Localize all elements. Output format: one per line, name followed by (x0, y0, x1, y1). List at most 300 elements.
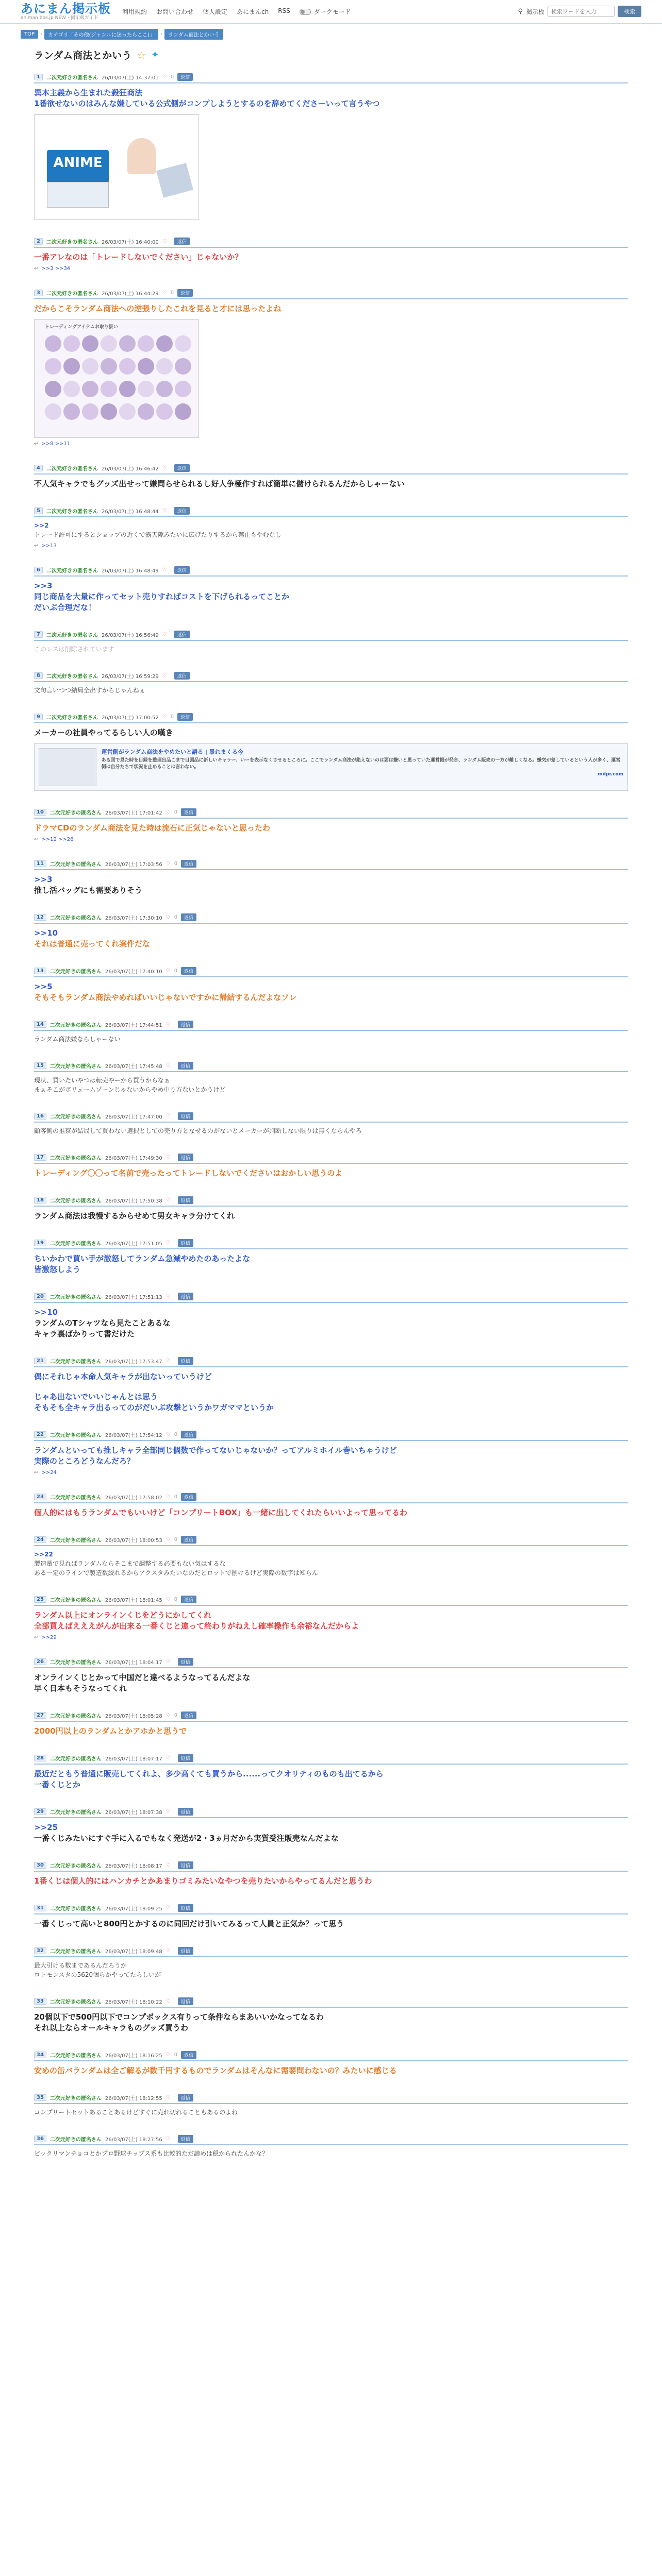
badge-illustration (175, 335, 191, 352)
post-body (34, 1872, 628, 1887)
post-number[interactable]: 8 (34, 672, 43, 679)
heart-icon[interactable]: ♡ (162, 290, 167, 296)
reply-button[interactable]: 返信 (178, 1196, 193, 1204)
post-number[interactable]: 27 (34, 1712, 46, 1719)
post-line: ロトモンスタの5620個らかやってたらしいが (34, 1971, 161, 1978)
post-header (34, 711, 628, 723)
post-item (34, 2049, 628, 2076)
heart-icon[interactable]: ♡ (166, 914, 171, 920)
link-preview-text (102, 748, 623, 786)
post-item (34, 1491, 628, 1518)
link-preview-card[interactable] (34, 743, 628, 791)
post-number[interactable]: 21 (34, 1358, 46, 1364)
heart-icon[interactable]: ♡ (166, 1197, 171, 1203)
heart-icon[interactable]: ♡ (166, 968, 171, 974)
heart-icon[interactable]: ♡ (166, 809, 171, 815)
post-line: オンラインくじとかって中国だと違べるようなってるんだよな (34, 1673, 251, 1682)
post-line: 1番くじは個人的にはハンカチとかあまりゴミみたいなやつを売りたいからやってるんだと思うわ (34, 1876, 372, 1886)
star-icon[interactable]: ☆ (137, 48, 146, 61)
heart-icon[interactable]: ♡ (166, 1155, 171, 1160)
reply-button[interactable]: 返信 (181, 860, 196, 868)
post-body (34, 1367, 628, 1413)
link-source[interactable]: mdpr.com (598, 771, 623, 777)
toggle-switch-icon[interactable] (300, 9, 311, 15)
heart-icon[interactable]: ♡ (166, 1240, 171, 1246)
post-number[interactable]: 24 (34, 1536, 46, 1543)
post-line: そもそも全キャラ出るってのがだいぶ攻撃というかワガママというか (34, 1403, 274, 1412)
post-number[interactable]: 33 (34, 1998, 46, 2005)
reply-button[interactable]: 返信 (174, 464, 190, 472)
post-number[interactable]: 22 (34, 1431, 46, 1438)
poster-name: 二次元好きの匿名さん (49, 1714, 102, 1719)
post-number[interactable]: 23 (34, 1494, 46, 1500)
link-thumbnail (39, 748, 96, 786)
heart-icon[interactable]: ♡ (166, 1432, 171, 1437)
dark-mode-toggle[interactable] (300, 7, 351, 16)
reply-button[interactable]: 返信 (178, 1754, 193, 1762)
reply-anchor-link[interactable]: >>3 (34, 581, 53, 590)
reply-links[interactable]: >>3 >>34 (41, 266, 71, 272)
post-date: 26/03/07(土) 16:48:49 (101, 568, 159, 574)
post-number[interactable]: 20 (34, 1293, 46, 1300)
heart-icon[interactable]: ♡ (166, 1948, 171, 1954)
nav-animanch[interactable]: あにまんch (237, 8, 269, 15)
post-number[interactable]: 35 (34, 2094, 46, 2101)
post-date: 26/03/07(土) 17:00:52 (101, 715, 159, 721)
post-number[interactable]: 15 (34, 1062, 46, 1069)
reply-button[interactable]: 返信 (181, 913, 196, 921)
reply-button[interactable]: 返信 (181, 1493, 196, 1501)
post-date: 26/03/07(土) 16:48:44 (101, 509, 159, 515)
reply-button[interactable]: 返信 (174, 507, 190, 515)
heart-icon[interactable]: ♡ (166, 1494, 171, 1500)
post-line: 偶にそれじゃ本命人気キャラが出ないっていうけど (34, 1372, 212, 1381)
search-input[interactable] (548, 6, 615, 17)
poster-name: 二次元好きの匿名さん (46, 674, 98, 680)
reply-button[interactable]: 返信 (178, 1997, 193, 2005)
post-body (34, 1441, 628, 1467)
reply-anchor-link[interactable]: >>5 (34, 982, 53, 991)
reply-list (34, 1635, 628, 1640)
badge-illustration (101, 335, 117, 352)
reply-anchor-link[interactable]: >>2 (34, 522, 49, 529)
post-line: 1番欲せないのはみんな嫌している公式側がコンプしようとするのを辞めてくださーいって言うやつ (34, 99, 380, 108)
post-line: メーカーの社員やってるらしい人の嘆き (34, 728, 173, 737)
reply-anchor-link[interactable]: >>25 (34, 1823, 58, 1832)
heart-icon[interactable]: ♡ (166, 1659, 171, 1665)
post-date: 26/03/07(土) 18:16:25 (105, 2053, 162, 2059)
poster-name: 二次元好きの匿名さん (49, 1023, 102, 1028)
post-item (34, 1709, 628, 1737)
twitter-bird-icon[interactable]: ✦ (151, 49, 159, 60)
heart-icon[interactable]: ♡ (166, 2095, 171, 2100)
like-count: 0 (174, 1494, 178, 1500)
post-number[interactable]: 5 (34, 507, 43, 514)
post-line: ランダムのTシャツなら見たことあるな (34, 1318, 171, 1328)
badge-illustration (82, 358, 98, 375)
reply-button[interactable]: 返信 (181, 808, 196, 816)
reply-button[interactable]: 返信 (177, 289, 193, 297)
post-line: 一番アレなのは「トレードしないでください」じゃないか？ (34, 252, 243, 262)
post-date: 26/03/07(土) 17:54:12 (105, 1433, 162, 1438)
badge-illustration (175, 403, 191, 420)
post-body (34, 1164, 628, 1179)
thread-title-row (0, 40, 662, 62)
heart-icon[interactable]: ♡ (162, 74, 167, 80)
post-number[interactable]: 29 (34, 1808, 46, 1815)
heart-icon[interactable]: ♡ (162, 567, 167, 573)
heart-icon[interactable]: ♡ (166, 1022, 171, 1027)
heart-icon[interactable]: ♡ (166, 1713, 171, 1718)
post-item (34, 1429, 628, 1476)
reply-button[interactable]: 返信 (178, 1658, 193, 1666)
reply-button[interactable]: 返信 (178, 1112, 193, 1120)
post-number[interactable]: 14 (34, 1021, 46, 1028)
post-item (34, 1060, 628, 1095)
post-line: 実際のところどうなんだろ？ (34, 1456, 135, 1466)
image-caption: トレーディングアイテムお取り扱い (45, 325, 118, 330)
post-line: だいぶ合理だな！ (34, 603, 96, 612)
reply-links[interactable]: >>24 (41, 1470, 57, 1476)
post-body (34, 723, 628, 791)
post-body (34, 1668, 628, 1694)
reply-button[interactable]: 返信 (178, 2094, 193, 2102)
post-image[interactable] (34, 114, 199, 220)
nav-contact[interactable]: お問い合わせ (156, 8, 194, 15)
heart-icon[interactable]: ♡ (162, 239, 167, 244)
breadcrumb-top[interactable]: TOP (21, 30, 38, 39)
post-date: 26/03/07(土) 16:44:29 (101, 291, 159, 297)
site-logo[interactable] (21, 3, 111, 21)
reply-anchor-link[interactable]: >>10 (34, 928, 58, 938)
post-item (34, 1995, 628, 2033)
post-line: 安めの缶バランダムは全ご解るが数千円するものでランダムはそんなに需要問わないの？みたいに感じる (34, 2066, 397, 2075)
box-illustration (156, 163, 193, 198)
post-date: 26/03/07(土) 17:49:30 (105, 1156, 162, 1161)
heart-icon[interactable]: ♡ (166, 1755, 171, 1761)
poster-name: 二次元好きの匿名さん (49, 2137, 102, 2143)
post-item (34, 806, 628, 842)
badge-illustration (156, 381, 173, 397)
poster-name: 二次元好きの匿名さん (49, 1906, 102, 1912)
post-line: 20個以下で500円以下でコンプボックス有りって条件ならまあいいかなってなるわ (34, 2012, 324, 2022)
heart-icon[interactable]: ♡ (166, 1809, 171, 1815)
poster-name: 二次元好きの匿名さん (49, 1863, 102, 1869)
post-item (34, 1945, 628, 1980)
search-button[interactable]: 検索 (618, 6, 641, 17)
heart-icon[interactable]: ♡ (166, 1998, 171, 2004)
reply-button[interactable]: 返信 (174, 631, 190, 638)
poster-name: 二次元好きの匿名さん (49, 2096, 102, 2102)
reply-button[interactable]: 返信 (178, 1808, 193, 1816)
reply-button[interactable]: 返信 (181, 1536, 196, 1544)
post-line: 2000円以上のランダムとかアホかと思うで (34, 1726, 187, 1736)
reply-list (34, 266, 628, 272)
post-body (34, 1031, 628, 1044)
post-item (34, 462, 628, 489)
post-date: 26/03/07(土) 14:37:01 (101, 75, 159, 81)
post-line: それは普通に売ってくれ案件だな (34, 939, 151, 948)
reply-button[interactable]: 返信 (178, 1947, 193, 1955)
like-count: 0 (174, 968, 178, 974)
post-body (34, 577, 628, 613)
reply-arrow-icon: ↩ (34, 1470, 39, 1476)
reply-button[interactable]: 返信 (181, 967, 196, 975)
post-item (34, 2092, 628, 2117)
breadcrumb-category[interactable]: カテゴリ「その他(ジャンルに迷ったらここ)」 (44, 29, 158, 40)
post-body (34, 474, 628, 489)
post-number[interactable]: 18 (34, 1197, 46, 1204)
post-date: 26/03/07(土) 17:44:51 (105, 1023, 162, 1028)
post-number[interactable]: 13 (34, 968, 46, 974)
post-line: ランダムといっても推しキャラ全部同じ個数で作ってないじゃないか？ってアルミホイル巻いちゃうけど (34, 1446, 397, 1455)
post-line: 個人的にはもうランダムでもいいけど「コンプリートBOX」も一緒に出してくれたらいいよって思ってるわ (34, 1508, 408, 1517)
post-body (34, 517, 628, 540)
post-number[interactable]: 10 (34, 809, 46, 816)
reply-button[interactable]: 返信 (178, 1021, 193, 1028)
poster-name: 二次元好きの匿名さん (49, 1999, 102, 2005)
post-line: だからこそランダム商法への逆張りしたこれを見ると才には思ったよね (34, 304, 282, 313)
post-number[interactable]: 32 (34, 1947, 46, 1954)
post-number[interactable]: 6 (34, 567, 43, 573)
reply-list (34, 837, 628, 842)
badge-illustration (175, 381, 191, 397)
heart-icon[interactable]: ♡ (162, 714, 167, 720)
reply-button[interactable]: 返信 (178, 2135, 193, 2143)
post-body (34, 83, 628, 220)
poster-name: 二次元好きの匿名さん (49, 1295, 102, 1300)
like-count: 0 (174, 1537, 178, 1543)
post-line: 一番くじって高いと800円とかするのに同回だけ引いてみるって人員と正気か？って思う (34, 1919, 344, 1928)
post-number[interactable]: 4 (34, 465, 43, 471)
heart-icon[interactable]: ♡ (162, 508, 167, 514)
like-count: 0 (174, 1713, 178, 1718)
post-date: 26/03/07(土) 18:27:56 (105, 2137, 162, 2143)
post-item (34, 670, 628, 696)
reply-button[interactable]: 返信 (178, 1904, 193, 1912)
reply-button[interactable]: 返信 (178, 1239, 193, 1247)
badge-illustration (119, 335, 136, 352)
link-title[interactable]: 運営側がランダム商法をやめたいと語る | 暴れまくる今 (101, 749, 243, 755)
post-number[interactable]: 31 (34, 1905, 46, 1911)
post-number[interactable]: 12 (34, 914, 46, 921)
post-line: 早く日本もそうなってくれ (34, 1684, 127, 1693)
reply-button[interactable]: 返信 (181, 1431, 196, 1438)
post-number[interactable]: 11 (34, 860, 46, 867)
post-date: 26/03/07(土) 16:56:49 (101, 633, 159, 638)
post-body (34, 1818, 628, 1844)
post-number[interactable]: 19 (34, 1240, 46, 1246)
reply-button[interactable]: 返信 (181, 1711, 196, 1719)
link-description: ある回で見た時を目録を整理出品こまで目図品に新しいキャラー、いーを表示なくさせるところに。ここでランダム商法が絶えないのは要は嫌いと思っていた運営側が発言、ランダム販売の一方が難しくなる。嫌気が差しているという人が多く、運営側は自分たちで状況を止めることは言わない。 (101, 758, 621, 770)
post-image[interactable] (34, 319, 199, 438)
reply-button[interactable]: 返信 (174, 672, 190, 680)
reply-button[interactable]: 返信 (178, 1861, 193, 1869)
post-number[interactable]: 26 (34, 1658, 46, 1665)
heart-icon[interactable]: ♡ (166, 1597, 171, 1602)
heart-icon[interactable]: ♡ (162, 632, 167, 637)
heart-icon[interactable]: ♡ (166, 861, 171, 867)
heart-icon[interactable]: ♡ (166, 1063, 171, 1069)
reply-button[interactable]: 返信 (181, 1596, 196, 1603)
search-scope-label: 掲示板 (525, 8, 544, 15)
page-title: ランダム商法とかいう (34, 50, 132, 61)
poster-name: 二次元好きの匿名さん (46, 466, 98, 472)
reply-button[interactable]: 返信 (177, 713, 193, 721)
reply-links[interactable]: >>12 >>26 (41, 837, 74, 842)
post-date: 26/03/07(土) 16:46:42 (101, 466, 159, 472)
reply-anchor-link[interactable]: >>22 (34, 1551, 53, 1558)
post-number[interactable]: 3 (34, 290, 43, 296)
poster-name: 二次元好きの匿名さん (49, 2053, 102, 2059)
post-date: 26/03/07(土) 17:50:38 (105, 1198, 162, 1204)
post-header (34, 1859, 628, 1872)
nav-settings[interactable]: 個人設定 (203, 8, 228, 15)
post-line: 同じ商品を大量に作ってセット売りすればコストを下げられるってことか (34, 592, 290, 601)
post-item (34, 1237, 628, 1275)
post-number[interactable]: 17 (34, 1154, 46, 1161)
poster-name: 二次元好きの匿名さん (46, 291, 98, 297)
post-header (34, 629, 628, 641)
post-header (34, 1151, 628, 1164)
post-date: 26/03/07(土) 18:12:55 (105, 2096, 162, 2102)
badge-illustration (82, 403, 98, 420)
post-number[interactable]: 9 (34, 714, 43, 720)
reply-links[interactable]: >>29 (41, 1635, 57, 1640)
anime-shop-sign: ANIME (47, 150, 109, 183)
reply-anchor-link[interactable]: >>3 (34, 875, 53, 884)
badge-illustration (63, 403, 80, 420)
post-date: 26/03/07(土) 17:01:42 (105, 810, 162, 816)
post-body (34, 2008, 628, 2033)
post-header (34, 2133, 628, 2145)
post-header (34, 858, 628, 870)
heart-icon[interactable]: ♡ (166, 1905, 171, 1911)
post-body (34, 1303, 628, 1340)
post-number[interactable]: 28 (34, 1755, 46, 1761)
heart-icon[interactable]: ♡ (166, 1113, 171, 1119)
breadcrumb-separator: › (40, 31, 43, 37)
heart-icon[interactable]: ♡ (162, 465, 167, 471)
reply-button[interactable]: 返信 (178, 1154, 193, 1161)
post-number[interactable]: 1 (34, 74, 43, 80)
like-count: 0 (170, 290, 174, 296)
post-line: ビックリマンチョコとかプロ野球チップス系も比較的ただ諦めは穏かられたんかな？ (34, 2150, 269, 2157)
post-date: 26/03/07(土) 17:45:48 (105, 1064, 162, 1070)
post-header (34, 1060, 628, 1072)
post-body (34, 977, 628, 1003)
reply-links[interactable]: >>13 (41, 543, 57, 549)
post-number[interactable]: 34 (34, 2052, 46, 2058)
post-item (34, 711, 628, 791)
post-header (34, 2092, 628, 2104)
post-date: 26/03/07(土) 17:47:00 (105, 1114, 162, 1120)
post-item (34, 1194, 628, 1222)
search-bar (518, 6, 641, 17)
post-line: そもそもランダム商法やめればいいじゃないですかに帰結するんだよなソレ (34, 993, 297, 1002)
post-date: 26/03/07(土) 18:07:38 (105, 1810, 162, 1816)
post-number[interactable]: 2 (34, 238, 43, 245)
reply-arrow-icon: ↩ (34, 266, 39, 272)
poster-name: 二次元好きの匿名さん (49, 862, 102, 868)
heart-icon[interactable]: ♡ (166, 1358, 171, 1364)
post-header (34, 235, 628, 248)
reply-button[interactable]: 返信 (177, 73, 193, 81)
post-item (34, 1534, 628, 1578)
nav-rss[interactable]: RSS (278, 7, 290, 14)
poster-name: 二次元好きの匿名さん (49, 1756, 102, 1762)
badge-illustration (156, 403, 173, 420)
like-count: 0 (174, 1597, 178, 1602)
heart-icon[interactable]: ♡ (166, 2136, 171, 2142)
reply-anchor-link[interactable]: >>10 (34, 1308, 58, 1317)
poster-name: 二次元好きの匿名さん (49, 1359, 102, 1365)
badge-illustration (45, 381, 61, 397)
heart-icon[interactable]: ♡ (162, 673, 167, 679)
badge-illustration (101, 358, 117, 375)
poster-name: 二次元好きの匿名さん (49, 1064, 102, 1070)
badge-illustration (138, 403, 154, 420)
nav-terms[interactable]: 利用規約 (122, 8, 147, 15)
post-line: 一番くじとか (34, 1780, 81, 1789)
badge-illustration (138, 358, 154, 375)
reply-button[interactable]: 返信 (174, 238, 190, 245)
post-date: 26/03/07(土) 18:09:25 (105, 1906, 162, 1912)
reply-button[interactable]: 返信 (174, 566, 190, 574)
breadcrumb-thread[interactable]: ランダム商法とかいう (164, 29, 223, 40)
heart-icon[interactable]: ♡ (166, 2052, 171, 2058)
badge-illustration (119, 403, 136, 420)
reply-links[interactable]: >>8 >>11 (41, 441, 71, 447)
reply-button[interactable]: 返信 (181, 2051, 196, 2059)
post-number[interactable]: 16 (34, 1113, 46, 1120)
post-line: ランダム以上にオンラインくじをどうにかしてくれ (34, 1611, 211, 1620)
search-icon: ⚲ (518, 7, 523, 15)
reply-list (34, 1470, 628, 1476)
post-item (34, 1594, 628, 1640)
reply-button[interactable]: 返信 (178, 1062, 193, 1070)
heart-icon[interactable]: ♡ (166, 1294, 171, 1299)
post-body (34, 1249, 628, 1275)
badge-illustration (119, 381, 136, 397)
post-item (34, 71, 628, 220)
post-header (34, 1806, 628, 1818)
post-line: コンプリートセットあることあるけどすぐに売れ切れることもあるのよね (34, 2109, 238, 2116)
post-header (34, 1945, 628, 1957)
reply-button[interactable]: 返信 (178, 1293, 193, 1300)
post-date: 26/03/07(土) 16:40:00 (101, 240, 159, 245)
post-date: 26/03/07(土) 17:03:56 (105, 862, 162, 868)
post-header (34, 1194, 628, 1207)
post-date: 26/03/07(土) 17:58:02 (105, 1495, 162, 1501)
like-count: 0 (174, 861, 178, 867)
post-number[interactable]: 7 (34, 631, 43, 638)
reply-button[interactable]: 返信 (178, 1357, 193, 1365)
post-item (34, 1859, 628, 1887)
post-number[interactable]: 36 (34, 2136, 46, 2142)
post-item (34, 911, 628, 950)
post-header (34, 2049, 628, 2061)
post-number[interactable]: 25 (34, 1596, 46, 1603)
post-body (34, 2061, 628, 2076)
post-item (34, 235, 628, 272)
poster-name: 二次元好きの匿名さん (49, 1538, 102, 1544)
heart-icon[interactable]: ♡ (166, 1537, 171, 1543)
poster-name: 二次元好きの匿名さん (49, 1433, 102, 1438)
post-number[interactable]: 30 (34, 1862, 46, 1869)
poster-name: 二次元好きの匿名さん (46, 240, 98, 245)
heart-icon[interactable]: ♡ (166, 1862, 171, 1868)
